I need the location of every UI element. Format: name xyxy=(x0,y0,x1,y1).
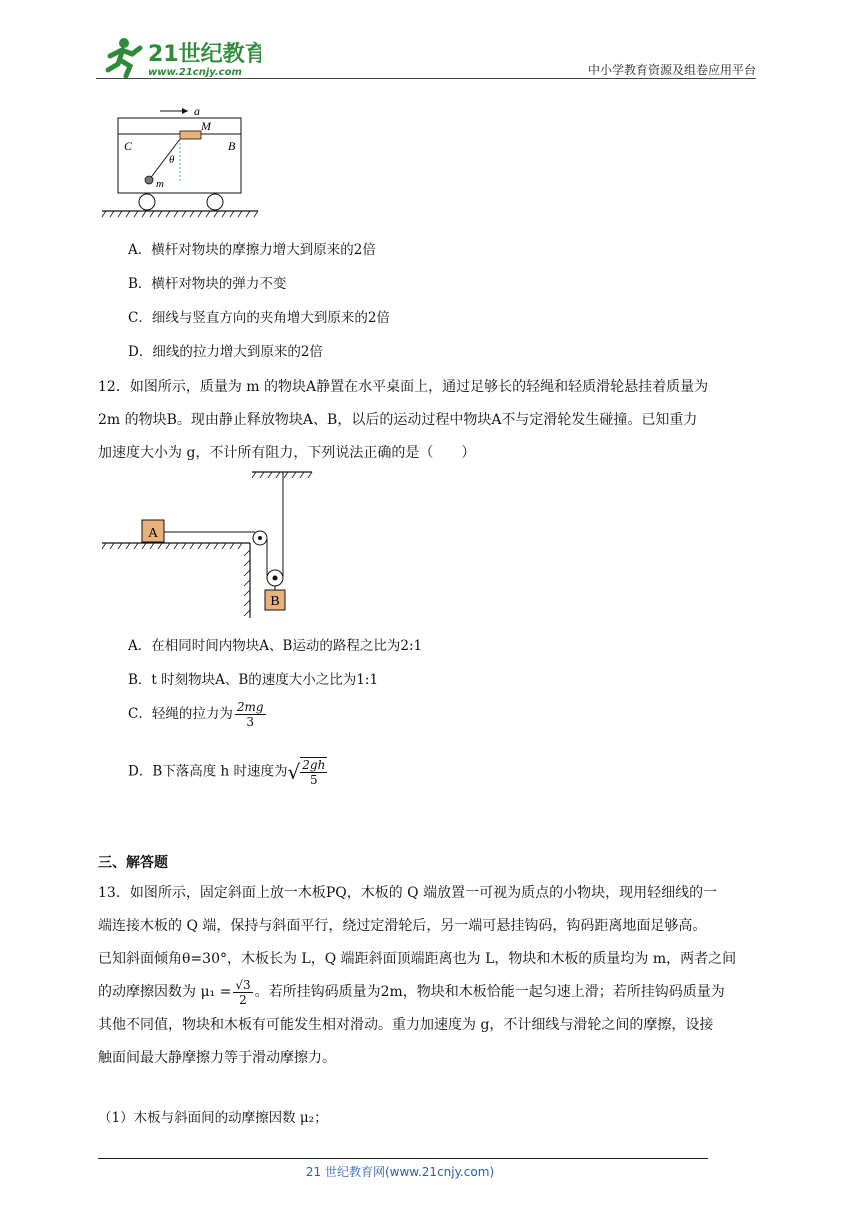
svg-text:a: a xyxy=(194,104,200,118)
site-logo xyxy=(96,34,261,80)
footer-link[interactable]: 21 世纪教育网(www.21cnjy.com) xyxy=(305,1165,495,1179)
logo-text: 21世纪教育 xyxy=(148,42,261,67)
logo-url: www.21cnjy.com xyxy=(148,67,242,78)
figure-pulley xyxy=(100,470,320,624)
block-M xyxy=(180,131,201,139)
q12-line: 加速度大小为 g，不计所有阻力，下列说法正确的是（ ） xyxy=(98,445,476,461)
q13-stem xyxy=(98,877,766,1075)
svg-text:M: M xyxy=(201,119,211,133)
section-title: 三、解答题 xyxy=(98,855,168,871)
svg-text:C: C xyxy=(124,139,133,153)
svg-text:B: B xyxy=(228,139,236,153)
q13-sub1: （1）木板与斜面间的动摩擦因数 μ₂； xyxy=(98,1110,328,1126)
svg-text:θ: θ xyxy=(169,154,175,166)
q11-option-a: A．横杆对物块的摩擦力增大到原来的2倍 xyxy=(128,242,376,258)
q11-option-c: C．细线与竖直方向的夹角增大到原来的2倍 xyxy=(128,310,390,326)
q12-line: 12．如图所示，质量为 m 的物块A静置在水平桌面上，通过足够长的轻绳和轻质滑轮悬挂着质量为 xyxy=(98,379,709,395)
q13-line: 13．如图所示，固定斜面上放一木板PQ，木板的 Q 端放置一可视为质点的小物块，现用轻细线的一 xyxy=(98,885,718,901)
q12-option-c: C．轻绳的拉力为 $\frac{2mg}{3}$ xyxy=(128,700,264,729)
q13-line: 的动摩擦因数为 μ₁ = $\frac{√3}{2}$ 。若所挂钩码质量为2m，物块和木板恰能一起匀速上滑；若所挂钩码质量为 xyxy=(98,977,725,1007)
q12-option-d: D．B下落高度 h 时速度为√ $\frac{2gh}{5}$ xyxy=(128,758,326,787)
q13-line: 端连接木板的 Q 端，保持与斜面平行，绕过定滑轮后，另一端可悬挂钩码，钩码距离地面足够高。 xyxy=(98,918,707,934)
q13-line: 其他不同值，物块和木板有可能发生相对滑动。重力加速度为 g，不计细线与滑轮之间的摩擦，设接 xyxy=(98,1017,714,1033)
svg-text:B: B xyxy=(270,594,280,609)
svg-text:A: A xyxy=(147,526,159,541)
svg-text:m: m xyxy=(156,178,164,190)
platform-title: 中小学教育资源及组卷应用平台 xyxy=(587,63,756,77)
q13-line: 触面间最大静摩擦力等于滑动摩擦力。 xyxy=(98,1050,336,1066)
q11-option-b: B．横杆对物块的弹力不变 xyxy=(128,276,287,292)
q12-option-a: A．在相同时间内物块A、B运动的路程之比为2:1 xyxy=(128,638,423,654)
header-divider xyxy=(96,78,756,79)
q12-option-b: B．t 时刻物块A、B的速度大小之比为1:1 xyxy=(128,672,379,688)
q12-line: 2m 的物块B。现由静止释放物块A、B，以后的运动过程中物块A不与定滑轮发生碰撞。已知重力 xyxy=(98,412,698,428)
footer-divider xyxy=(98,1158,708,1159)
q11-option-d: D．细线的拉力增大到原来的2倍 xyxy=(128,344,323,360)
figure-cart xyxy=(100,100,270,224)
q13-line: 已知斜面倾角θ=30°，木板长为 L，Q 端距斜面顶端距离也为 L，物块和木板的质量均为 m，两者之间 xyxy=(98,951,737,967)
q12-stem xyxy=(98,371,766,470)
runner-icon xyxy=(108,38,140,76)
